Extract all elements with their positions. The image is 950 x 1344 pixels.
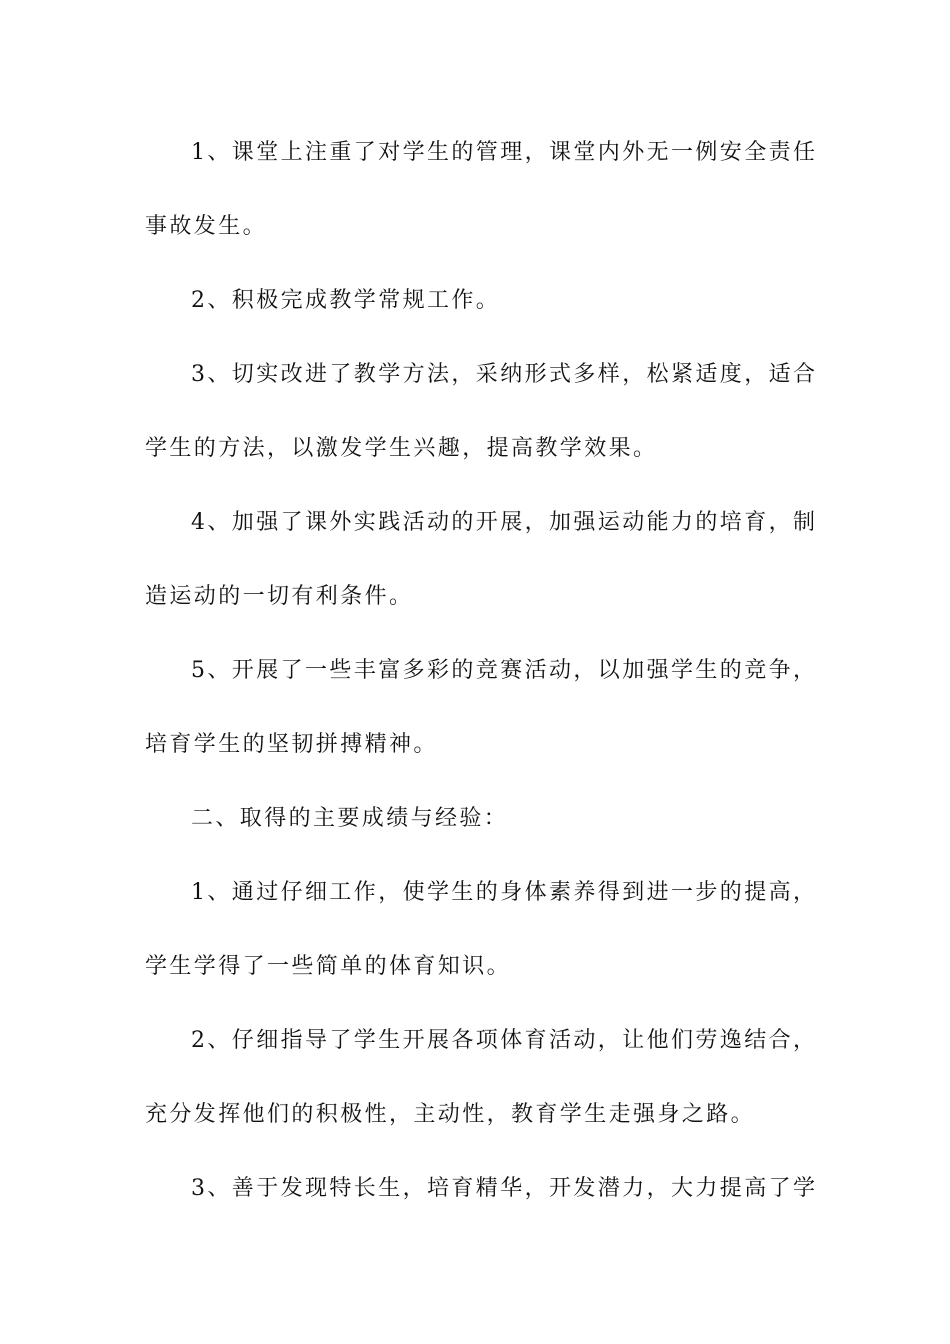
- document-body: [145, 116, 818, 1226]
- paragraph-line: 1、通过仔细工作，使学生的身体素养得到进一步的提高，: [191, 880, 818, 905]
- paragraph-line: 学生学得了一些简单的体育知识。: [145, 954, 512, 979]
- paragraph-line: 充分发挥他们的积极性，主动性，教育学生走强身之路。: [145, 1102, 756, 1127]
- paragraph-line: 3、切实改进了教学方法，采纳形式多样，松紧适度，适合: [191, 362, 818, 387]
- paragraph-line: 4、加强了课外实践活动的开展，加强运动能力的培育，制: [191, 510, 818, 535]
- section-heading: 二、取得的主要成绩与经验：: [191, 806, 509, 831]
- paragraph-line: 5、开展了一些丰富多彩的竞赛活动，以加强学生的竞争，: [191, 658, 818, 683]
- paragraph-line: 1、课堂上注重了对学生的管理，课堂内外无一例安全责任: [191, 140, 818, 165]
- paragraph-line: 培育学生的坚韧拼搏精神。: [145, 732, 438, 757]
- paragraph-line: 学生的方法，以激发学生兴趣，提高教学效果。: [145, 436, 658, 461]
- paragraph-line: 造运动的一切有利条件。: [145, 584, 414, 609]
- paragraph-line: 事故发生。: [145, 214, 268, 239]
- paragraph-line: 2、仔细指导了学生开展各项体育活动，让他们劳逸结合，: [191, 1028, 818, 1053]
- paragraph-line: 2、积极完成教学常规工作。: [191, 288, 501, 313]
- paragraph-line: 3、善于发现特长生，培育精华，开发潜力，大力提高了学: [191, 1176, 818, 1201]
